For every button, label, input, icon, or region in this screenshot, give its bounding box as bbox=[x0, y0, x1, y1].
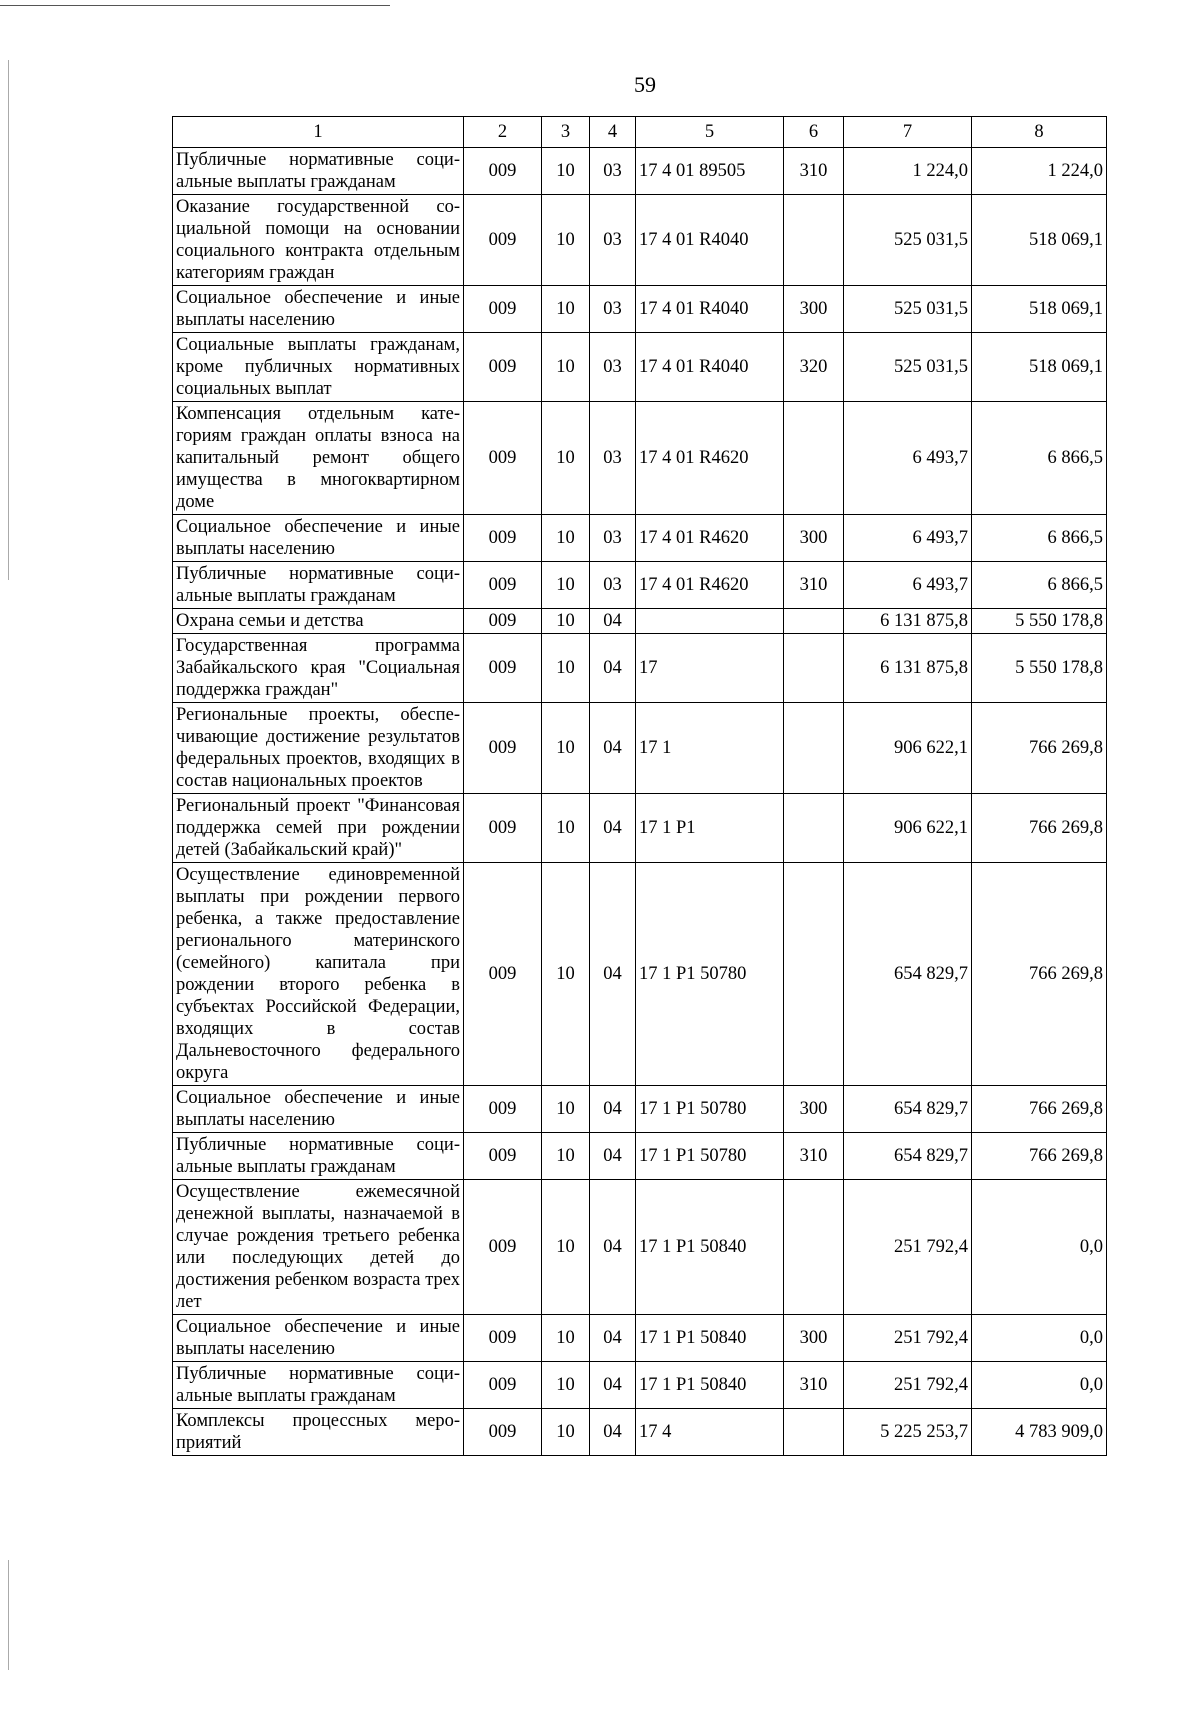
amount-year-1: 906 622,1 bbox=[844, 794, 972, 863]
amount-year-1: 1 224,0 bbox=[844, 148, 972, 195]
amount-year-1: 525 031,5 bbox=[844, 286, 972, 333]
amount-year-2: 766 269,8 bbox=[972, 1086, 1107, 1133]
column-header: 2 bbox=[464, 117, 542, 148]
amount-year-2: 766 269,8 bbox=[972, 863, 1107, 1086]
subsection-code: 04 bbox=[590, 1086, 636, 1133]
amount-year-1: 251 792,4 bbox=[844, 1180, 972, 1315]
section-code: 10 bbox=[542, 1315, 590, 1362]
expense-type bbox=[784, 863, 844, 1086]
target-article: 17 4 01 R4620 bbox=[636, 402, 784, 515]
expense-type bbox=[784, 1180, 844, 1315]
row-name: Социальные выплаты гражданам, кроме публичных нормативных социальных выплат bbox=[173, 333, 464, 402]
expense-type: 310 bbox=[784, 148, 844, 195]
row-name: Социальное обеспечение и иные выплаты населению bbox=[173, 1315, 464, 1362]
ministry-code: 009 bbox=[464, 1086, 542, 1133]
subsection-code: 04 bbox=[590, 1362, 636, 1409]
amount-year-1: 654 829,7 bbox=[844, 863, 972, 1086]
amount-year-1: 654 829,7 bbox=[844, 1086, 972, 1133]
ministry-code: 009 bbox=[464, 562, 542, 609]
ministry-code: 009 bbox=[464, 148, 542, 195]
amount-year-2: 5 550 178,8 bbox=[972, 609, 1107, 634]
amount-year-2: 6 866,5 bbox=[972, 562, 1107, 609]
expense-type: 300 bbox=[784, 1315, 844, 1362]
row-name: Публичные нормативные социальные выплаты гражданам bbox=[173, 1133, 464, 1180]
subsection-code: 03 bbox=[590, 195, 636, 286]
subsection-code: 04 bbox=[590, 863, 636, 1086]
amount-year-2: 766 269,8 bbox=[972, 794, 1107, 863]
expense-type bbox=[784, 1409, 844, 1456]
ministry-code: 009 bbox=[464, 1180, 542, 1315]
subsection-code: 03 bbox=[590, 333, 636, 402]
target-article: 17 4 bbox=[636, 1409, 784, 1456]
table-row bbox=[173, 703, 1107, 794]
row-name: Социальное обеспечение и иные выплаты населению bbox=[173, 1086, 464, 1133]
target-article: 17 4 01 R4620 bbox=[636, 515, 784, 562]
ministry-code: 009 bbox=[464, 1315, 542, 1362]
row-name: Охрана семьи и детства bbox=[173, 609, 464, 634]
margin-rule bbox=[8, 60, 9, 580]
subsection-code: 03 bbox=[590, 562, 636, 609]
table-row bbox=[173, 1180, 1107, 1315]
table-row bbox=[173, 333, 1107, 402]
row-name: Осуществление единовременной выплаты при рождении первого ребенка, а также предоставление регионального материнского (семейного) капитала при рождении второго ребенка в субъектах Российской Федерации, входящих в состав Дальневосточного федерального округа bbox=[173, 863, 464, 1086]
amount-year-2: 6 866,5 bbox=[972, 402, 1107, 515]
target-article: 17 4 01 R4040 bbox=[636, 333, 784, 402]
ministry-code: 009 bbox=[464, 609, 542, 634]
table-row bbox=[173, 794, 1107, 863]
amount-year-1: 6 131 875,8 bbox=[844, 609, 972, 634]
ministry-code: 009 bbox=[464, 402, 542, 515]
amount-year-1: 525 031,5 bbox=[844, 333, 972, 402]
section-code: 10 bbox=[542, 1133, 590, 1180]
amount-year-1: 525 031,5 bbox=[844, 195, 972, 286]
section-code: 10 bbox=[542, 794, 590, 863]
target-article: 17 1 P1 bbox=[636, 794, 784, 863]
amount-year-2: 1 224,0 bbox=[972, 148, 1107, 195]
row-name: Публичные нормативные социальные выплаты гражданам bbox=[173, 1362, 464, 1409]
ministry-code: 009 bbox=[464, 1133, 542, 1180]
amount-year-1: 251 792,4 bbox=[844, 1315, 972, 1362]
subsection-code: 04 bbox=[590, 1180, 636, 1315]
section-code: 10 bbox=[542, 1362, 590, 1409]
subsection-code: 03 bbox=[590, 515, 636, 562]
target-article: 17 4 01 89505 bbox=[636, 148, 784, 195]
section-code: 10 bbox=[542, 634, 590, 703]
expense-type bbox=[784, 402, 844, 515]
target-article bbox=[636, 609, 784, 634]
row-name: Региональный проект "Финансовая поддержка семей при рождении детей (Забайкальский край)" bbox=[173, 794, 464, 863]
row-name: Публичные нормативные социальные выплаты гражданам bbox=[173, 562, 464, 609]
ministry-code: 009 bbox=[464, 863, 542, 1086]
subsection-code: 04 bbox=[590, 634, 636, 703]
section-code: 10 bbox=[542, 402, 590, 515]
table-body bbox=[173, 148, 1107, 1456]
target-article: 17 4 01 R4040 bbox=[636, 286, 784, 333]
row-name: Осуществление ежемесячной денежной выплаты, назначаемой в случае рождения третьего ребенка или последующих детей до достижения ребенком возраста трех лет bbox=[173, 1180, 464, 1315]
row-name: Оказание государственной социальной помощи на основании социального контракта отдельным категориям граждан bbox=[173, 195, 464, 286]
ministry-code: 009 bbox=[464, 634, 542, 703]
budget-table bbox=[172, 116, 1107, 1456]
section-code: 10 bbox=[542, 195, 590, 286]
target-article: 17 4 01 R4040 bbox=[636, 195, 784, 286]
subsection-code: 04 bbox=[590, 703, 636, 794]
table-row bbox=[173, 148, 1107, 195]
expense-type bbox=[784, 634, 844, 703]
column-header: 7 bbox=[844, 117, 972, 148]
table-row bbox=[173, 1362, 1107, 1409]
subsection-code: 03 bbox=[590, 402, 636, 515]
ministry-code: 009 bbox=[464, 794, 542, 863]
expense-type: 300 bbox=[784, 1086, 844, 1133]
column-header: 4 bbox=[590, 117, 636, 148]
amount-year-2: 0,0 bbox=[972, 1362, 1107, 1409]
row-name: Комплексы процессных мероприятий bbox=[173, 1409, 464, 1456]
section-code: 10 bbox=[542, 609, 590, 634]
section-code: 10 bbox=[542, 1180, 590, 1315]
column-header: 3 bbox=[542, 117, 590, 148]
ministry-code: 009 bbox=[464, 286, 542, 333]
target-article: 17 1 P1 50780 bbox=[636, 1133, 784, 1180]
ministry-code: 009 bbox=[464, 333, 542, 402]
ministry-code: 009 bbox=[464, 703, 542, 794]
subsection-code: 04 bbox=[590, 1315, 636, 1362]
amount-year-1: 6 493,7 bbox=[844, 562, 972, 609]
table-row bbox=[173, 195, 1107, 286]
subsection-code: 03 bbox=[590, 148, 636, 195]
section-code: 10 bbox=[542, 703, 590, 794]
target-article: 17 4 01 R4620 bbox=[636, 562, 784, 609]
expense-type bbox=[784, 794, 844, 863]
amount-year-2: 518 069,1 bbox=[972, 195, 1107, 286]
expense-type bbox=[784, 703, 844, 794]
table-row bbox=[173, 286, 1107, 333]
top-rule bbox=[0, 5, 390, 6]
table-row bbox=[173, 1086, 1107, 1133]
target-article: 17 bbox=[636, 634, 784, 703]
ministry-code: 009 bbox=[464, 515, 542, 562]
subsection-code: 04 bbox=[590, 794, 636, 863]
target-article: 17 1 P1 50840 bbox=[636, 1180, 784, 1315]
column-header: 5 bbox=[636, 117, 784, 148]
amount-year-2: 0,0 bbox=[972, 1315, 1107, 1362]
table-row bbox=[173, 634, 1107, 703]
amount-year-2: 518 069,1 bbox=[972, 333, 1107, 402]
amount-year-2: 5 550 178,8 bbox=[972, 634, 1107, 703]
expense-type bbox=[784, 195, 844, 286]
column-header: 1 bbox=[173, 117, 464, 148]
row-name: Социальное обеспечение и иные выплаты населению bbox=[173, 515, 464, 562]
subsection-code: 04 bbox=[590, 1133, 636, 1180]
section-code: 10 bbox=[542, 562, 590, 609]
ministry-code: 009 bbox=[464, 1362, 542, 1409]
table-row bbox=[173, 609, 1107, 634]
table-row bbox=[173, 863, 1107, 1086]
amount-year-2: 518 069,1 bbox=[972, 286, 1107, 333]
expense-type: 320 bbox=[784, 333, 844, 402]
amount-year-2: 0,0 bbox=[972, 1180, 1107, 1315]
section-code: 10 bbox=[542, 148, 590, 195]
table-row bbox=[173, 1409, 1107, 1456]
table-row bbox=[173, 562, 1107, 609]
subsection-code: 04 bbox=[590, 609, 636, 634]
target-article: 17 1 P1 50780 bbox=[636, 863, 784, 1086]
amount-year-2: 4 783 909,0 bbox=[972, 1409, 1107, 1456]
amount-year-2: 766 269,8 bbox=[972, 703, 1107, 794]
section-code: 10 bbox=[542, 286, 590, 333]
amount-year-1: 251 792,4 bbox=[844, 1362, 972, 1409]
amount-year-2: 766 269,8 bbox=[972, 1133, 1107, 1180]
subsection-code: 03 bbox=[590, 286, 636, 333]
amount-year-1: 6 493,7 bbox=[844, 402, 972, 515]
row-name: Государственная программа Забайкальского края "Социальная поддержка граждан" bbox=[173, 634, 464, 703]
amount-year-2: 6 866,5 bbox=[972, 515, 1107, 562]
expense-type: 310 bbox=[784, 562, 844, 609]
subsection-code: 04 bbox=[590, 1409, 636, 1456]
target-article: 17 1 P1 50840 bbox=[636, 1315, 784, 1362]
expense-type: 310 bbox=[784, 1362, 844, 1409]
table-row bbox=[173, 1133, 1107, 1180]
expense-type bbox=[784, 609, 844, 634]
table-row bbox=[173, 402, 1107, 515]
page-number: 59 bbox=[634, 72, 656, 97]
amount-year-1: 5 225 253,7 bbox=[844, 1409, 972, 1456]
table-header-row bbox=[173, 117, 1107, 148]
table-row bbox=[173, 515, 1107, 562]
row-name: Региональные проекты, обеспечивающие достижение результатов федеральных проектов, входящих в состав национальных проектов bbox=[173, 703, 464, 794]
amount-year-1: 6 131 875,8 bbox=[844, 634, 972, 703]
section-code: 10 bbox=[542, 515, 590, 562]
amount-year-1: 6 493,7 bbox=[844, 515, 972, 562]
expense-type: 300 bbox=[784, 515, 844, 562]
section-code: 10 bbox=[542, 1409, 590, 1456]
target-article: 17 1 P1 50840 bbox=[636, 1362, 784, 1409]
amount-year-1: 906 622,1 bbox=[844, 703, 972, 794]
target-article: 17 1 P1 50780 bbox=[636, 1086, 784, 1133]
column-header: 8 bbox=[972, 117, 1107, 148]
row-name: Публичные нормативные социальные выплаты гражданам bbox=[173, 148, 464, 195]
amount-year-1: 654 829,7 bbox=[844, 1133, 972, 1180]
row-name: Компенсация отдельным категориям граждан оплаты взноса на капитальный ремонт общего имущества в многоквартирном доме bbox=[173, 402, 464, 515]
target-article: 17 1 bbox=[636, 703, 784, 794]
section-code: 10 bbox=[542, 333, 590, 402]
expense-type: 300 bbox=[784, 286, 844, 333]
table-row bbox=[173, 1315, 1107, 1362]
ministry-code: 009 bbox=[464, 195, 542, 286]
section-code: 10 bbox=[542, 1086, 590, 1133]
expense-type: 310 bbox=[784, 1133, 844, 1180]
section-code: 10 bbox=[542, 863, 590, 1086]
column-header: 6 bbox=[784, 117, 844, 148]
ministry-code: 009 bbox=[464, 1409, 542, 1456]
margin-rule bbox=[8, 1560, 9, 1670]
row-name: Социальное обеспечение и иные выплаты населению bbox=[173, 286, 464, 333]
